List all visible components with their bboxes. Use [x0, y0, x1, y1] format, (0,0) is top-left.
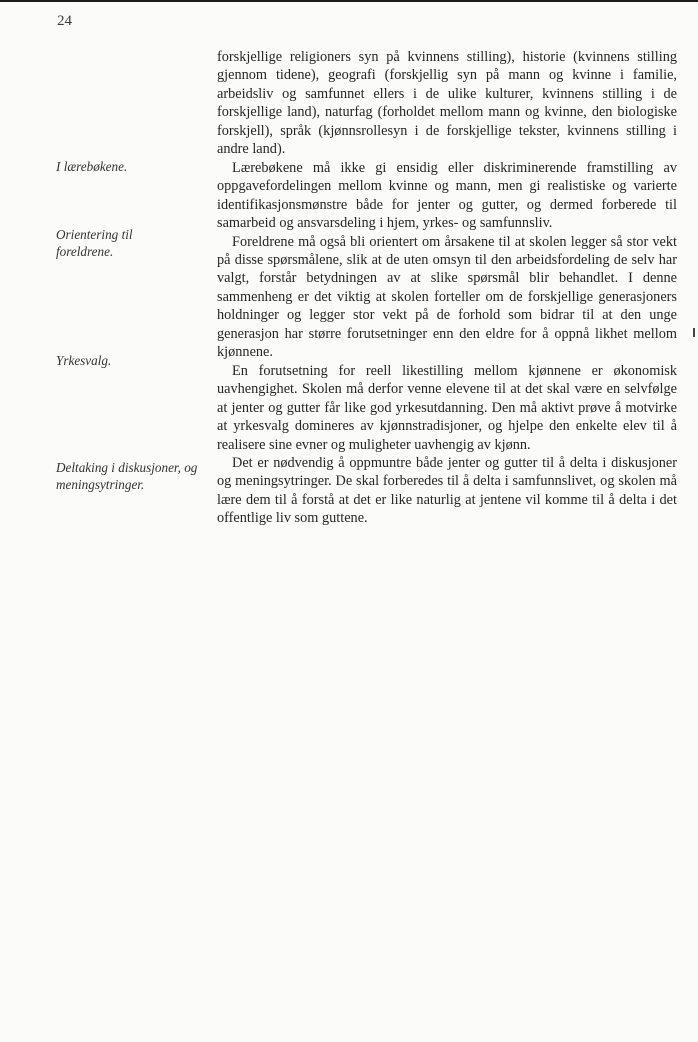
margin-note-career-choice: Yrkesvalg.	[56, 353, 112, 368]
paragraph-parents: Foreldrene må også bli orientert om årsakene til at skolen legger så stor vekt på disse spørsmålene, slik at de uten omsyn til den arbeidsfordeling de selv har valgt, forstår betydningen av at slike spørsmål blir behandlet. I denne sammenheng er det viktig at skolen forteller om de forskjellige generasjoners holdninger og legger stor vekt på de forhold som bidrar til at den unge generasjon har større forutsetninger enn den eldre for å oppnå likhet mellom kjønnene.	[217, 233, 677, 361]
edge-mark	[693, 328, 695, 337]
margin-note-parents: Orientering til foreldrene.	[56, 227, 133, 259]
paragraph-career-choice: En forutsetning for reell likestilling mellom kjønnene er økonomisk uavhengighet. Skolen må derfor venne elevene til at det skal være en selvfølge at jenter og gutter får like god yrkesutdanning. Den må aktivt prøve å motvirke at yrkesvalg domineres av kjønnstradisjoner, og hjelpe den enkelte elev til å realisere sine evner og muligheter uavhengig av kjønn.	[217, 362, 677, 453]
page-number: 24	[57, 13, 72, 29]
paragraph-discussion: Det er nødvendig å oppmuntre både jenter og gutter til å delta i diskusjoner og meningsytringer. De skal forberedes til å delta i samfunnslivet, og skolen må lære dem til å forstå at det er like naturlig at jentene vil komme til å delta i det offentlige liv som guttene.	[217, 454, 677, 527]
body-text	[217, 48, 677, 528]
margin-note-discussion: Deltaking i diskusjoner, og meningsytringer.	[56, 460, 198, 492]
paragraph-textbooks: Lærebøkene må ikke gi ensidig eller diskriminerende framstilling av oppgavefordelingen mellom kvinne og mann, men gi realistiske og varierte identifikasjonsmønstre både for jenter og gutter, og dermed forberede til samarbeid og ansvarsdeling i hjem, yrkes- og samfunnsliv.	[217, 159, 677, 232]
top-rule	[0, 0, 698, 2]
paragraph-continued: forskjellige religioners syn på kvinnens stilling), historie (kvinnens stilling gjennom tidene), geografi (forskjellig syn på mann og kvinne i familie, arbeidsliv og samfunnet ellers i de ulike kulturer, kvinnens stilling i de forskjellige land), naturfag (forholdet mellom mann og kvinne, den biologiske forskjell), språk (kjønnsrollesyn i de forskjellige tekster, kvinnens stilling i andre land).	[217, 49, 677, 158]
margin-note-textbooks: I lærebøkene.	[56, 159, 128, 174]
